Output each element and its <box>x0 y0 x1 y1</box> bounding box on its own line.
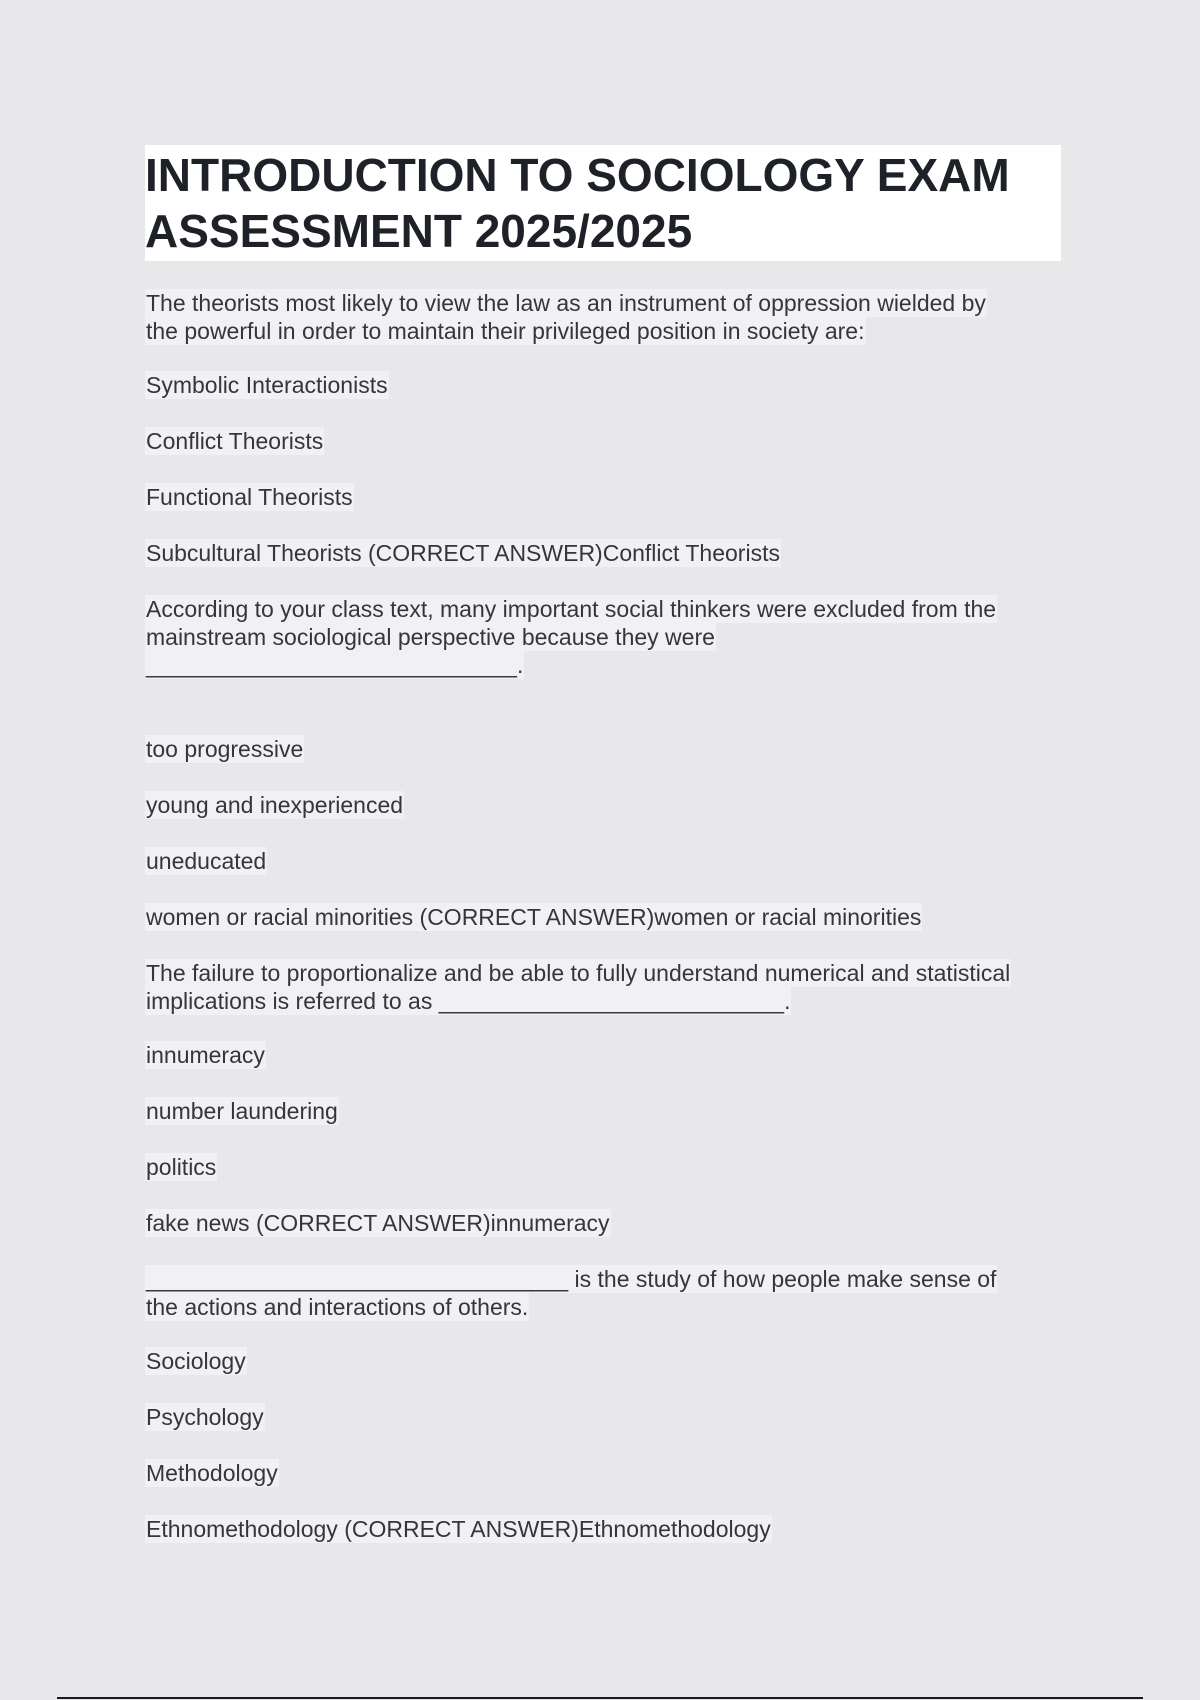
question-3-option-4 <box>145 1209 1065 1237</box>
question-1-option-4 <box>145 539 1065 567</box>
option-text: women or racial minorities (CORRECT ANSWER)women or racial minorities <box>146 904 922 930</box>
question-4-option-2 <box>145 1403 1065 1431</box>
option-text: Ethnomethodology (CORRECT ANSWER)Ethnomethodology <box>146 1516 771 1542</box>
option-text: young and inexperienced <box>146 792 404 818</box>
option-text: Symbolic Interactionists <box>146 372 388 398</box>
question-4-option-4 <box>145 1515 1065 1543</box>
option-text: Subcultural Theorists (CORRECT ANSWER)Conflict Theorists <box>146 540 780 566</box>
question-3-option-2 <box>145 1097 1065 1125</box>
option-text: Sociology <box>146 1348 246 1374</box>
question-4-line-1: _________________________________ is the study of how people make sense of <box>146 1266 997 1292</box>
option-text: politics <box>146 1154 217 1180</box>
question-4-option-3 <box>145 1459 1065 1487</box>
question-1-option-2 <box>145 427 1065 455</box>
question-2-line-3: _____________________________. <box>146 652 524 678</box>
document-body <box>145 289 1065 1543</box>
question-1-line-2: the powerful in order to maintain their privileged position in society are: <box>146 318 865 344</box>
option-text: fake news (CORRECT ANSWER)innumeracy <box>146 1210 610 1236</box>
question-3-option-3 <box>145 1153 1065 1181</box>
question-2-option-4 <box>145 903 1065 931</box>
option-text: too progressive <box>146 736 304 762</box>
question-2-line-1: According to your class text, many important social thinkers were excluded from the <box>146 596 997 622</box>
option-text: Conflict Theorists <box>146 428 324 454</box>
footer-divider <box>57 1697 1143 1699</box>
question-4-line-2: the actions and interactions of others. <box>146 1294 529 1320</box>
option-text: innumeracy <box>146 1042 265 1068</box>
title-line-2: ASSESSMENT 2025/2025 <box>145 205 693 257</box>
option-text: Methodology <box>146 1460 278 1486</box>
question-2-option-2 <box>145 791 1065 819</box>
option-text: uneducated <box>146 848 267 874</box>
question-4 <box>145 1265 1065 1321</box>
question-2-option-1 <box>145 735 1065 763</box>
question-2 <box>145 595 1065 679</box>
document-title <box>145 145 1061 261</box>
question-3 <box>145 959 1065 1015</box>
option-text: Functional Theorists <box>146 484 353 510</box>
option-text: number laundering <box>146 1098 338 1124</box>
document-page <box>145 145 1065 1571</box>
question-3-line-1: The failure to proportionalize and be able to fully understand numerical and statistical <box>146 960 1011 986</box>
question-1 <box>145 289 1065 345</box>
question-3-line-2: implications is referred to as ___________________________. <box>146 988 791 1014</box>
title-line-1: INTRODUCTION TO SOCIOLOGY EXAM <box>145 149 1010 201</box>
question-2-option-3 <box>145 847 1065 875</box>
question-1-option-1 <box>145 371 1065 399</box>
question-3-option-1 <box>145 1041 1065 1069</box>
question-4-option-1 <box>145 1347 1065 1375</box>
option-text: Psychology <box>146 1404 264 1430</box>
question-1-option-3 <box>145 483 1065 511</box>
question-1-line-1: The theorists most likely to view the law as an instrument of oppression wielded by <box>146 290 986 316</box>
question-2-line-2: mainstream sociological perspective because they were <box>146 624 715 650</box>
